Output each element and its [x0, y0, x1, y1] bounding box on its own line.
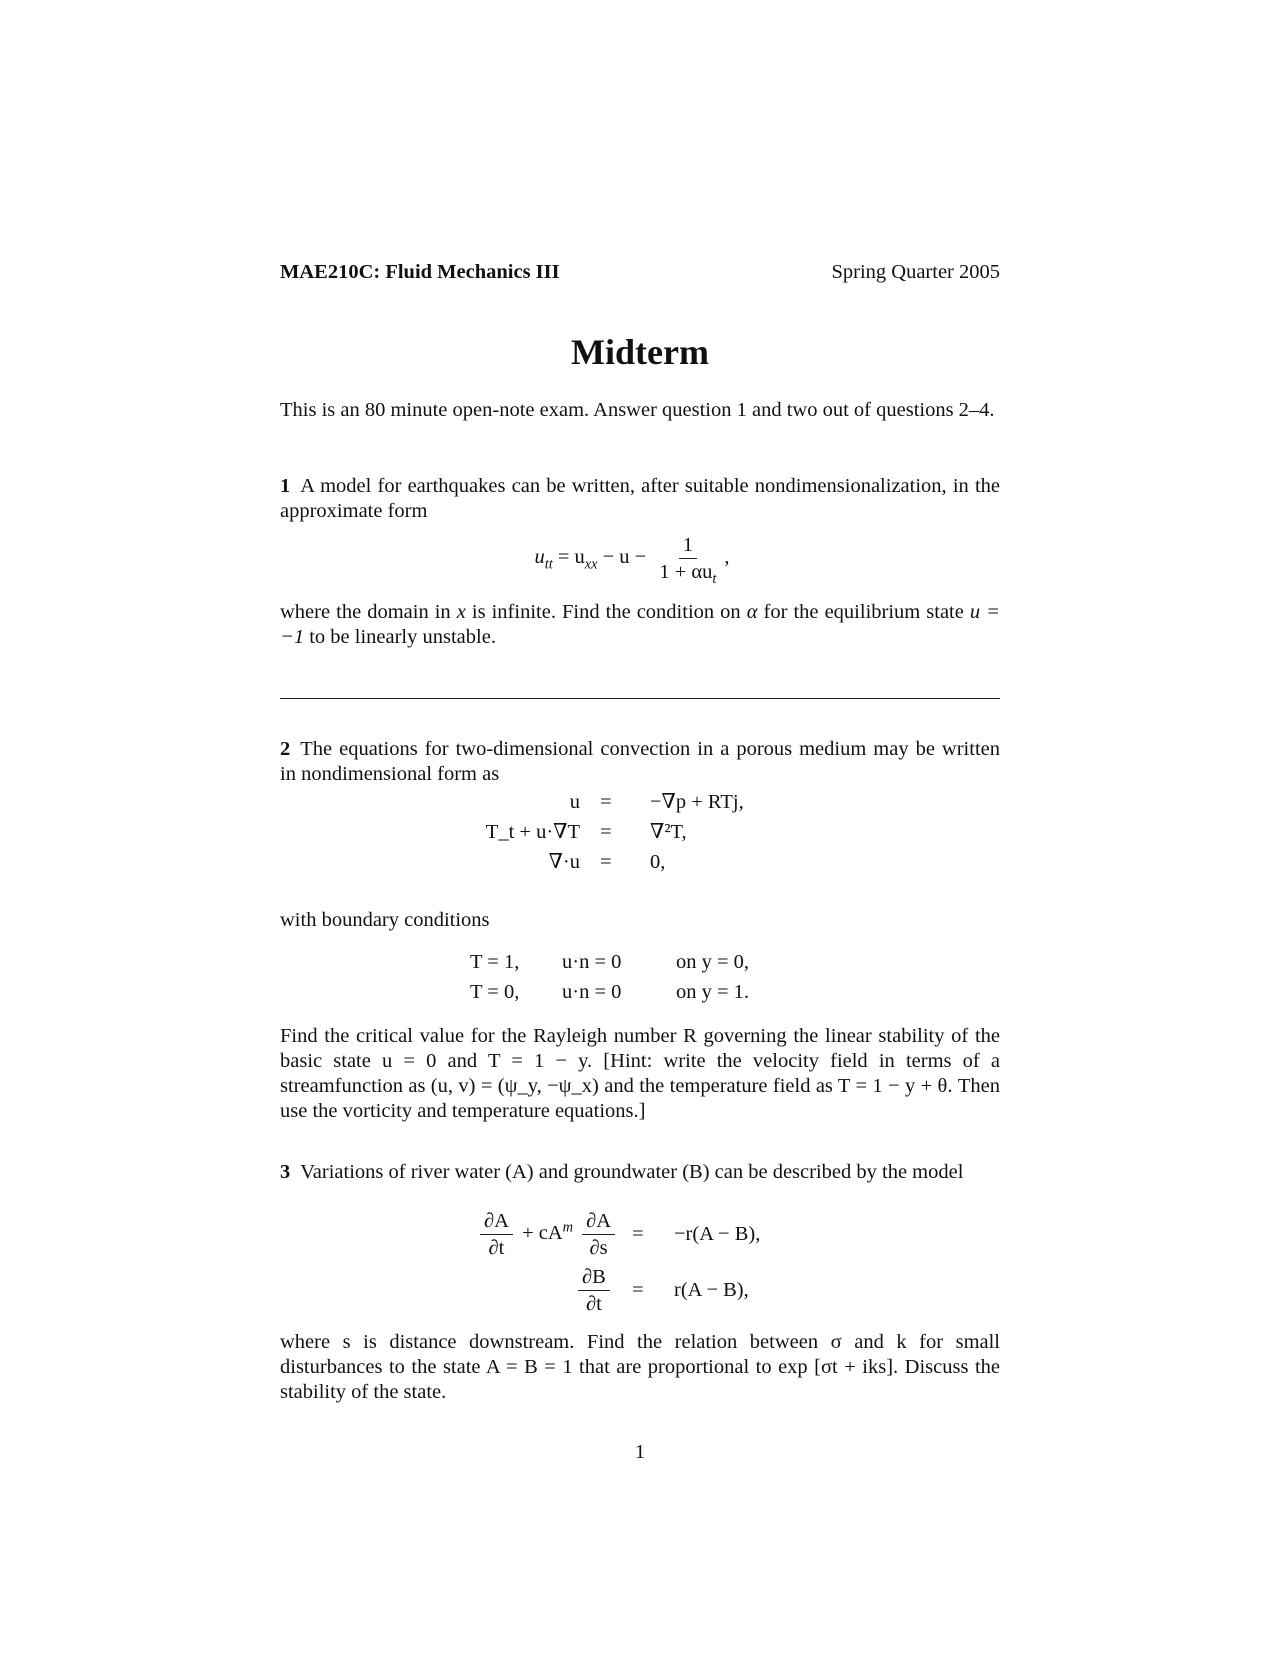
frac-num: ∂B: [578, 1264, 610, 1291]
coefficient: + cA: [522, 1222, 563, 1245]
dA-ds: [582, 1208, 615, 1261]
header: [280, 260, 1000, 290]
bc-row-2-b: u·n = 0: [562, 981, 622, 1003]
bc-row-1-c: on y = 0,: [676, 951, 750, 973]
question-number: 3: [280, 1161, 291, 1183]
frac-den: ∂t: [488, 1237, 505, 1259]
eq-row-3-rhs: 0,: [650, 851, 666, 873]
bc-row-1-b: u·n = 0: [562, 951, 622, 973]
after-text-1: where the domain in: [280, 601, 451, 623]
fraction-numerator: 1: [679, 532, 697, 559]
bc-row-2-c: on y = 1.: [676, 981, 750, 1003]
dB-dt: [578, 1264, 610, 1317]
question-2-find: Find the critical value for the Rayleigh number R governing the linear stability of the basic state u = 0 and T = 1 − y. [Hint: write the velocity field in terms of a streamfunction as (u, v) = (ψ_y, −ψ_x) and the temperature field as T = 1 − y + θ. Then use the vorticity and temperature equations.]: [280, 1025, 1000, 1122]
frac-num: ∂A: [582, 1208, 615, 1235]
equations-q3: [280, 1208, 1000, 1318]
dA-dt: [480, 1208, 513, 1261]
var-alpha: α: [746, 601, 758, 623]
bc-intro: with boundary conditions: [280, 909, 490, 931]
eq-row-1-lhs: u: [569, 791, 580, 813]
eq3-row-2-rel: =: [632, 1279, 644, 1301]
eq-minus: − u −: [602, 546, 647, 569]
term-label: Spring Quarter 2005: [831, 261, 1000, 283]
bc-row-2-a: T = 0,: [470, 981, 520, 1003]
frac-num: ∂A: [480, 1208, 513, 1235]
eq3-row-1-rhs: −r(A − B),: [674, 1223, 761, 1245]
question-1-after: [280, 600, 1000, 650]
course-title: MAE210C: Fluid Mechanics III: [280, 261, 560, 283]
question-number: 1: [280, 475, 291, 497]
eq-row-1-rhs: −∇p + RTj,: [650, 791, 744, 813]
denominator-text: 1 + αu: [659, 561, 713, 583]
eq-lhs: u: [534, 546, 545, 569]
state-u: u = −1: [280, 601, 1001, 648]
intro-paragraph: This is an 80 minute open-note exam. Answer question 1 and two out of questions 2–4.: [280, 399, 995, 421]
question-1: [280, 474, 1000, 524]
eq-lhs-sub: tt: [544, 556, 553, 573]
question-3-after: where s is distance downstream. Find the relation between σ and k for small disturbances to the state A = B = 1 that are proportional to exp [σt + iks]. Discuss the stability of the state.: [280, 1331, 1000, 1403]
question-number: 2: [280, 738, 291, 760]
eq3-row-1-rel: =: [632, 1223, 644, 1245]
eq3-row-2-rhs: r(A − B),: [674, 1279, 749, 1301]
eq-mid-sub: xx: [584, 556, 598, 573]
eq-comma: ,: [724, 546, 730, 569]
denominator-sub: t: [712, 571, 717, 588]
exponent: m: [562, 1219, 574, 1236]
question-3: [280, 1160, 1000, 1185]
page-title: Midterm: [571, 332, 709, 372]
eq3-row-2-lhs: [574, 1264, 614, 1322]
frac-den: ∂t: [585, 1293, 602, 1315]
eq-mid: = u: [557, 546, 585, 569]
fraction: [655, 532, 720, 588]
equations-q2: [280, 790, 1000, 880]
fraction-denominator: [655, 559, 720, 588]
eq-row-2-lhs: T_t + u·∇T: [485, 821, 580, 843]
page-number: 1: [634, 1441, 646, 1463]
equation-q1: [272, 532, 992, 588]
eq3-row-1-lhs: [476, 1208, 619, 1266]
eq-row-2-rel: =: [600, 821, 612, 843]
eq-row-1-rel: =: [600, 791, 612, 813]
eq-row-2-rhs: ∇²T,: [650, 821, 687, 843]
eq-row-3-lhs: ∇·u: [548, 851, 580, 873]
bc-row-1-a: T = 1,: [470, 951, 520, 973]
question-text: The equations for two-dimensional convection in a porous medium may be written in nondimensional form as: [280, 738, 1000, 785]
after-text-3: for the equilibrium state: [763, 601, 964, 623]
question-text: Variations of river water (A) and groundwater (B) can be described by the model: [300, 1161, 964, 1183]
var-x: x: [456, 601, 466, 623]
question-text: A model for earthquakes can be written, after suitable nondimensionalization, in the approximate form: [280, 475, 1000, 522]
question-2: [280, 737, 1000, 787]
after-text-4: to be linearly unstable.: [309, 626, 496, 648]
divider: [280, 698, 1000, 699]
frac-den: ∂s: [589, 1237, 608, 1259]
eq-row-3-rel: =: [600, 851, 612, 873]
after-text-2: is infinite. Find the condition on: [471, 601, 741, 623]
boundary-conditions: [280, 950, 1000, 1010]
